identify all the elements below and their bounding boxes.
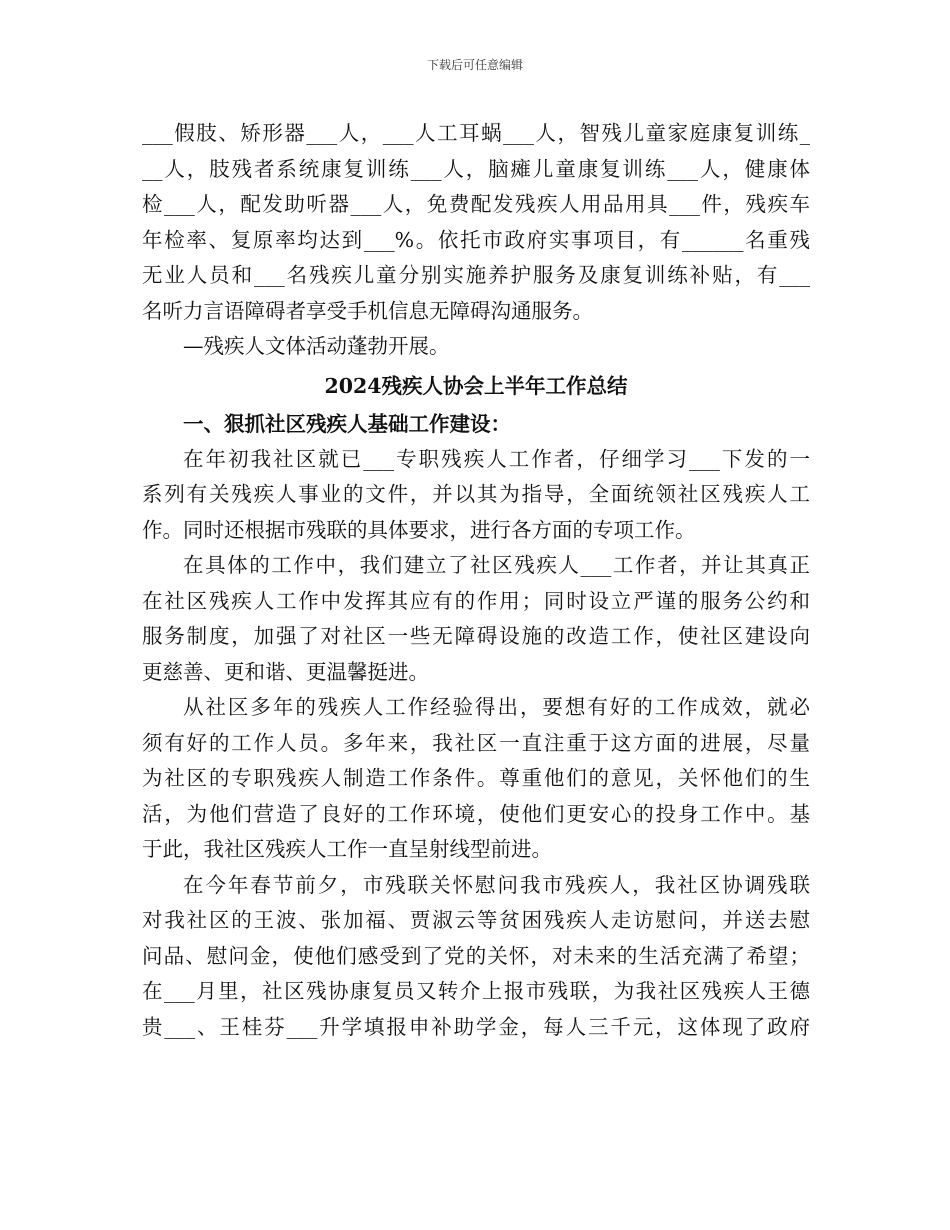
text-line: 名听力言语障碍者享受手机信息无障碍沟通服务。 [142,298,593,323]
text-line: 对我社区的王波、张加福、贾淑云等贫困残疾人走访慰问，并送去慰 [142,908,810,932]
paragraph-4 [142,868,810,1046]
text-line: 在___月里，社区残协康复员又转介上报市残联，为我社区残疾人王德 [142,979,810,1003]
text-line: 在年初我社区就已___专职残疾人工作者，仔细学习___下发的一 [183,446,810,471]
text-line: 作。同时还根据市残联的具体要求，进行各方面的专项工作。 [142,517,696,542]
text-line: ___假肢、矫形器___人，___人工耳蜗___人，智残儿童家庭康复训练_ [142,121,810,145]
text-line: 检___人，配发助听器___人，免费配发残疾人用品用具___件，残疾车 [142,192,810,216]
paragraph-culture-activities [142,329,810,365]
text-line: 在今年春节前夕，市残联关怀慰问我市残疾人，我社区协调残联 [183,872,810,897]
page-header: 下载后可任意编辑 [426,58,523,72]
text-line: 为社区的专职残疾人制造工作条件。尊重他们的意见，关怀他们的生 [142,766,810,790]
document-title: 2024残疾人协会上半年工作总结 [324,373,628,398]
text-line: 于此，我社区残疾人工作一直呈射线型前进。 [142,837,552,861]
text-line: 在具体的工作中，我们建立了社区残疾人___工作者，并让其真正 [183,553,810,577]
text-line: 从社区多年的残疾人工作经验得出，要想有好的工作成效，就必 [183,695,810,719]
text-line: 须有好的工作人员。多年来，我社区一直注重于这方面的进展，尽量 [142,730,810,755]
text-line: 问品、慰问金，使他们感受到了党的关怀，对未来的生活充满了希望； [142,943,810,968]
text-line: 在社区残疾人工作中发挥其应有的作用；同时设立严谨的服务公约和 [142,588,810,613]
paragraph-2 [142,548,810,690]
text-line: —残疾人文体活动蓬勃开展。 [183,334,450,358]
text-line: 系列有关残疾人事业的文件，并以其为指导，全面统领社区残疾人工 [142,482,810,506]
text-line: 更慈善、更和谐、更温馨挺进。 [142,659,429,684]
text-line: 服务制度，加强了对社区一些无障碍设施的改造工作，使社区建设向 [142,624,810,648]
paragraph-1 [142,442,810,549]
section-heading: 一、狠抓社区残疾人基础工作建设： [183,411,511,436]
text-line: 贵___、王桂芬___升学填报申补助学金，每人三千元，这体现了政府 [142,1014,810,1039]
text-line: __人，肢残者系统康复训练___人，脑瘫儿童康复训练___人，健康体 [142,156,810,181]
text-line: 活，为他们营造了良好的工作环境，使他们更安心的投身工作中。基 [142,801,810,826]
text-line: 年检率、复原率均达到___%。依托市政府实事项目，有______名重残 [142,227,810,252]
paragraph-3 [142,690,810,868]
paragraph-statistics [142,116,810,329]
document-body [142,116,810,1045]
text-line: 无业人员和___名残疾儿童分别实施养护服务及康复训练补贴，有___ [142,263,810,287]
